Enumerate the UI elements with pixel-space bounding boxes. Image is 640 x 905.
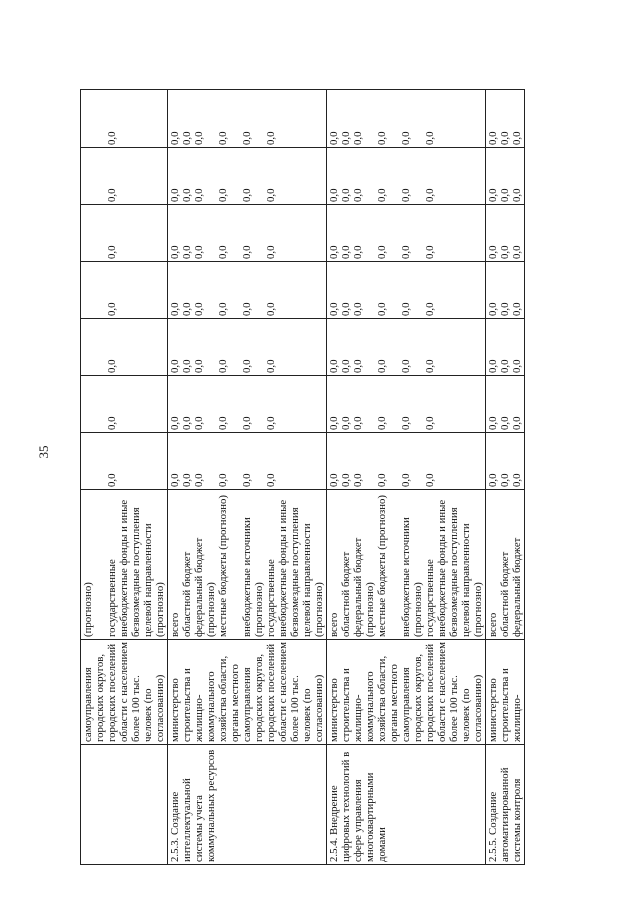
value-line: 0,0 [352, 245, 364, 259]
value-cell [486, 262, 525, 319]
value-line: 0,0 [499, 416, 511, 430]
value-line: 0,0 [400, 359, 412, 373]
measure-cell: 2.5.5. Создание автоматизированной системы контроля [486, 745, 525, 865]
value-line: 0,0 [376, 302, 388, 316]
sources-cell [486, 490, 525, 640]
executor-cell: самоуправления городских округов, городских поселений области с населением более 100 тыс. человек (по согласованию) [81, 640, 168, 745]
source-line: внебюджетные источники (прогнозно) [241, 517, 265, 637]
value-line: 0,0 [487, 302, 499, 316]
value-line: 0,0 [265, 245, 277, 259]
value-cell [327, 90, 486, 148]
executor-cell: министерство строительства и жилищно- [486, 640, 525, 745]
value-line: 0,0 [106, 131, 118, 145]
sources-cell [327, 490, 486, 640]
value-line: 0,0 [241, 188, 253, 202]
value-line: 0,0 [169, 245, 181, 259]
value-line: 0,0 [169, 473, 181, 487]
value-line: 0,0 [487, 359, 499, 373]
value-line: 0,0 [511, 416, 523, 430]
value-line: 0,0 [181, 302, 193, 316]
value-cell [486, 90, 525, 148]
value-line: 0,0 [511, 302, 523, 316]
source-line: всего [328, 612, 340, 637]
value-cell [168, 262, 327, 319]
table-row [486, 90, 525, 865]
value-line: 0,0 [181, 359, 193, 373]
value-line: 0,0 [181, 473, 193, 487]
value-line: 0,0 [400, 302, 412, 316]
value-line: 0,0 [340, 473, 352, 487]
value-line: 0,0 [487, 188, 499, 202]
source-line: государственные внебюджетные фонды и иные безвозмездные поступления целевой направленности (прогнозно) [106, 499, 166, 637]
value-line: 0,0 [376, 245, 388, 259]
table-row [168, 90, 327, 865]
measure-cell: 2.5.4. Внедрение цифровых технологий в сфере управления многоквартирными домами [327, 745, 486, 865]
page-number: 35 [36, 445, 51, 459]
value-line: 0,0 [424, 473, 436, 487]
value-line: 0,0 [217, 416, 229, 430]
value-line [82, 435, 106, 487]
value-line: 0,0 [424, 131, 436, 145]
value-line: 0,0 [376, 188, 388, 202]
value-line: 0,0 [340, 302, 352, 316]
value-line: 0,0 [400, 131, 412, 145]
value-line: 0,0 [265, 188, 277, 202]
source-line: местные бюджеты (прогнозно) [217, 494, 229, 637]
source-line: федеральный бюджет (прогнозно) [352, 537, 376, 637]
value-line: 0,0 [241, 245, 253, 259]
value-cell [168, 148, 327, 205]
value-cell [486, 148, 525, 205]
value-line: 0,0 [241, 416, 253, 430]
value-line: 0,0 [352, 473, 364, 487]
value-line [82, 321, 106, 373]
value-cell [168, 433, 327, 490]
value-cell [81, 319, 168, 376]
value-line: 0,0 [181, 131, 193, 145]
value-line: 0,0 [487, 416, 499, 430]
value-line: 0,0 [376, 416, 388, 430]
value-line: 0,0 [265, 473, 277, 487]
value-cell [81, 148, 168, 205]
value-line: 0,0 [511, 245, 523, 259]
value-line: 0,0 [241, 131, 253, 145]
value-line: 0,0 [328, 302, 340, 316]
value-line: 0,0 [217, 302, 229, 316]
value-line: 0,0 [328, 416, 340, 430]
value-line: 0,0 [217, 473, 229, 487]
value-line: 0,0 [328, 188, 340, 202]
source-line: внебюджетные источники (прогнозно) [400, 517, 424, 637]
value-line: 0,0 [169, 188, 181, 202]
value-line: 0,0 [106, 302, 118, 316]
budget-table [80, 89, 525, 865]
source-line: областной бюджет [181, 551, 193, 637]
value-line: 0,0 [241, 359, 253, 373]
value-line: 0,0 [499, 302, 511, 316]
value-cell [486, 319, 525, 376]
value-cell [168, 319, 327, 376]
value-line: 0,0 [193, 131, 205, 145]
table-row [327, 90, 486, 865]
value-line: 0,0 [352, 131, 364, 145]
value-cell [81, 433, 168, 490]
source-line: (прогнозно) [82, 582, 94, 637]
source-line: областной бюджет [340, 551, 352, 637]
value-line: 0,0 [511, 131, 523, 145]
value-line: 0,0 [328, 359, 340, 373]
value-line: 0,0 [181, 416, 193, 430]
value-line: 0,0 [352, 302, 364, 316]
value-line: 0,0 [499, 131, 511, 145]
value-line: 0,0 [400, 245, 412, 259]
value-cell [486, 433, 525, 490]
value-cell [327, 148, 486, 205]
source-line: областной бюджет [499, 551, 511, 637]
value-line: 0,0 [193, 302, 205, 316]
value-line: 0,0 [340, 416, 352, 430]
value-line: 0,0 [424, 359, 436, 373]
value-line: 0,0 [241, 473, 253, 487]
value-line: 0,0 [169, 131, 181, 145]
value-line: 0,0 [106, 188, 118, 202]
value-line: 0,0 [487, 131, 499, 145]
value-line: 0,0 [217, 359, 229, 373]
value-line: 0,0 [511, 188, 523, 202]
value-line: 0,0 [193, 416, 205, 430]
value-line: 0,0 [106, 416, 118, 430]
value-line: 0,0 [511, 359, 523, 373]
value-line: 0,0 [499, 473, 511, 487]
value-line: 0,0 [181, 245, 193, 259]
value-cell [168, 205, 327, 262]
value-line: 0,0 [499, 188, 511, 202]
value-cell [168, 90, 327, 148]
value-line: 0,0 [217, 131, 229, 145]
value-cell [327, 376, 486, 433]
value-line: 0,0 [181, 188, 193, 202]
continuation-row [81, 90, 168, 865]
value-line: 0,0 [265, 131, 277, 145]
value-cell [327, 262, 486, 319]
measure-cell [81, 745, 168, 865]
value-line: 0,0 [217, 245, 229, 259]
value-line: 0,0 [424, 302, 436, 316]
value-line: 0,0 [241, 302, 253, 316]
value-cell [327, 319, 486, 376]
value-line: 0,0 [424, 188, 436, 202]
value-line: 0,0 [193, 188, 205, 202]
value-line [82, 264, 106, 316]
value-line [82, 207, 106, 259]
value-line: 0,0 [400, 188, 412, 202]
value-line: 0,0 [487, 245, 499, 259]
value-cell [81, 205, 168, 262]
sources-cell [168, 490, 327, 640]
value-line [82, 150, 106, 202]
value-line: 0,0 [193, 245, 205, 259]
value-line [82, 92, 106, 145]
value-line [82, 378, 106, 430]
value-line: 0,0 [265, 359, 277, 373]
value-line: 0,0 [217, 188, 229, 202]
value-line: 0,0 [265, 302, 277, 316]
executor-cell: министерство строительства и жилищно-коммунального хозяйства области, органы местного самоуправления городских округов, городских поселений области с населением более 100 тыс. человек (по согласованию) [327, 640, 486, 745]
value-line: 0,0 [328, 473, 340, 487]
rotated-table-container [80, 90, 575, 865]
value-line: 0,0 [487, 473, 499, 487]
value-cell [81, 376, 168, 433]
executor-cell: министерство строительства и жилищно-коммунального хозяйства области, органы местного самоуправления городских округов, городских поселений области с населением более 100 тыс. человек (по согласованию) [168, 640, 327, 745]
value-line: 0,0 [424, 245, 436, 259]
value-line: 0,0 [193, 473, 205, 487]
value-cell [327, 433, 486, 490]
value-line: 0,0 [106, 473, 118, 487]
value-cell [81, 262, 168, 319]
value-line: 0,0 [424, 416, 436, 430]
value-line: 0,0 [169, 416, 181, 430]
value-line: 0,0 [340, 359, 352, 373]
value-line: 0,0 [328, 131, 340, 145]
value-line: 0,0 [376, 473, 388, 487]
value-line: 0,0 [106, 245, 118, 259]
value-line: 0,0 [106, 359, 118, 373]
sources-cell [81, 490, 168, 640]
value-cell [81, 90, 168, 148]
value-line: 0,0 [265, 416, 277, 430]
value-line: 0,0 [169, 302, 181, 316]
value-line: 0,0 [400, 416, 412, 430]
value-line: 0,0 [340, 131, 352, 145]
value-line: 0,0 [499, 359, 511, 373]
value-line: 0,0 [400, 473, 412, 487]
source-line: государственные внебюджетные фонды и иные безвозмездные поступления целевой направленности (прогнозно) [424, 499, 484, 637]
value-line: 0,0 [193, 359, 205, 373]
value-line: 0,0 [352, 416, 364, 430]
value-line: 0,0 [376, 359, 388, 373]
source-line: всего [169, 612, 181, 637]
value-cell [327, 205, 486, 262]
value-cell [486, 205, 525, 262]
value-line: 0,0 [340, 188, 352, 202]
source-line: федеральный бюджет [511, 537, 523, 637]
measure-cell: 2.5.3. Создание интеллектуальной системы учета коммунальных ресурсов [168, 745, 327, 865]
source-line: местные бюджеты (прогнозно) [376, 494, 388, 637]
value-line: 0,0 [328, 245, 340, 259]
source-line: всего [487, 612, 499, 637]
source-line: федеральный бюджет (прогнозно) [193, 537, 217, 637]
value-line: 0,0 [169, 359, 181, 373]
value-line: 0,0 [340, 245, 352, 259]
value-line: 0,0 [511, 473, 523, 487]
value-line: 0,0 [352, 188, 364, 202]
value-line: 0,0 [499, 245, 511, 259]
value-cell [486, 376, 525, 433]
value-line: 0,0 [376, 131, 388, 145]
value-cell [168, 376, 327, 433]
value-line: 0,0 [352, 359, 364, 373]
source-line: государственные внебюджетные фонды и иные безвозмездные поступления целевой направленности (прогнозно) [265, 499, 325, 637]
